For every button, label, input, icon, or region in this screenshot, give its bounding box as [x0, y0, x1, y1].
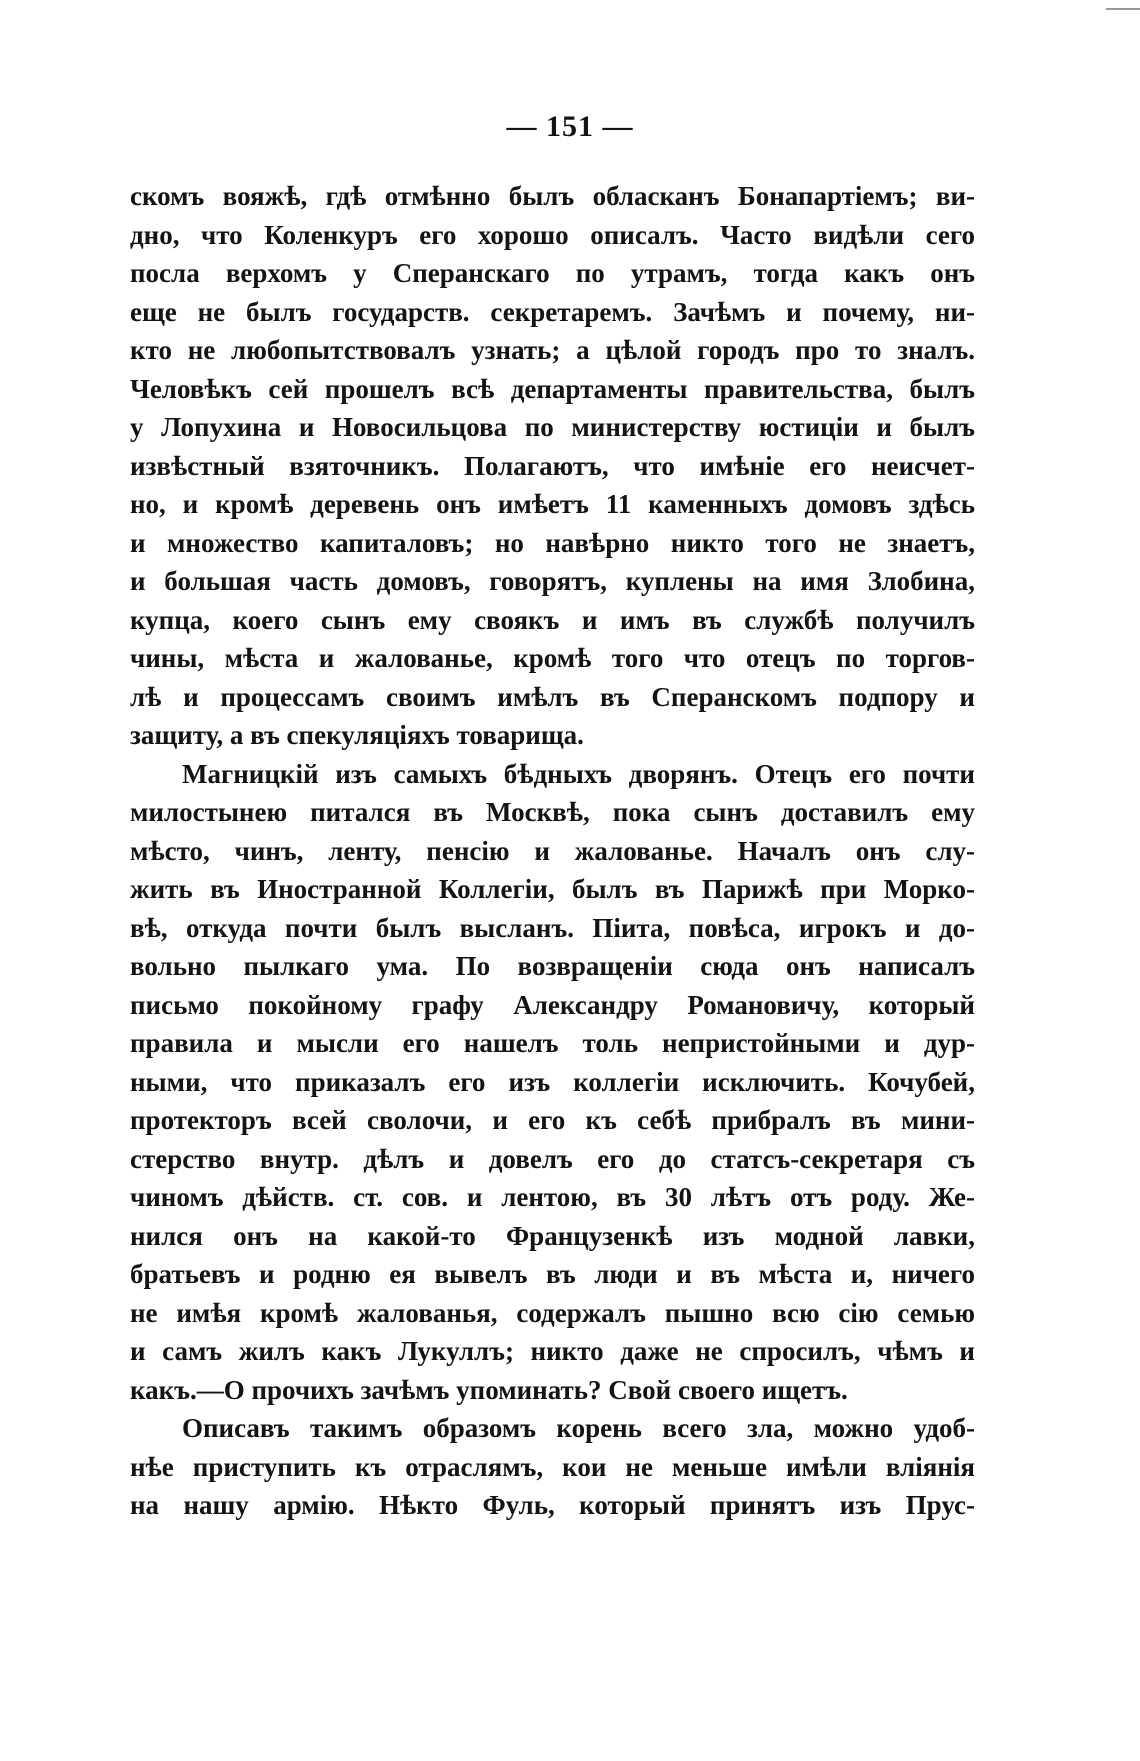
text-line: у Лопухина и Новосильцова по министерству юстиціи и былъ: [130, 412, 975, 442]
text-line: но, и кромѣ деревень онъ имѣетъ 11 каменныхъ домовъ здѣсь: [130, 489, 975, 519]
text-line: не имѣя кромѣ жалованья, содержалъ пышно всю сію семью: [130, 1297, 975, 1328]
text-line: чиномъ дѣйств. ст. сов. и лентою, въ 30 лѣтъ отъ роду. Же-: [130, 1182, 975, 1212]
text-line: жить въ Иностранной Коллегіи, былъ въ Парижѣ при Морко-: [130, 874, 975, 904]
text-line: на нашу армію. Нѣкто Фуль, который принятъ изъ Прус-: [130, 1490, 975, 1520]
text-line: нился онъ на какой-то Французенкѣ изъ модной лавки,: [130, 1220, 975, 1251]
text-line: защиту, а въ спекуляціяхъ товарища.: [130, 720, 584, 750]
text-line: братьевъ и родню ея вывелъ въ люди и въ мѣста и, ничего: [130, 1259, 975, 1289]
text-line: и большая часть домовъ, говорятъ, куплены на имя Злобина,: [130, 566, 975, 596]
text-line: протекторъ всей сволочи, и его къ себѣ прибралъ въ мини-: [130, 1105, 975, 1135]
text-line: чины, мѣста и жалованье, кромѣ того что отецъ по торгов-: [130, 643, 975, 673]
text-line: и самъ жилъ какъ Лукуллъ; никто даже не спросилъ, чѣмъ и: [130, 1336, 975, 1366]
text-line: Магницкій изъ самыхъ бѣдныхъ дворянъ. Отецъ его почти: [182, 758, 975, 789]
text-line: мѣсто, чинъ, ленту, пенсію и жалованье. Началъ онъ слу-: [130, 835, 975, 866]
paragraph-2: [130, 755, 975, 1410]
text-line: Человѣкъ сей прошелъ всѣ департаменты правительства, былъ: [130, 373, 975, 404]
text-line: еще не былъ государств. секретаремъ. Зачѣмъ и почему, ни-: [130, 296, 975, 327]
text-line: скомъ вояжѣ, гдѣ отмѣнно былъ обласканъ Бонапартіемъ; ви-: [130, 181, 975, 211]
paragraph-3: [130, 1409, 975, 1525]
text-line: правила и мысли его нашелъ толь непристойными и дур-: [130, 1028, 975, 1058]
page-number: — 151 —: [506, 110, 634, 143]
text-line: дно, что Коленкуръ его хорошо описалъ. Часто видѣли сего: [130, 219, 975, 250]
text-line: Описавъ такимъ образомъ корень всего зла, можно удоб-: [182, 1413, 975, 1443]
text-line: письмо покойному графу Александру Романовичу, который: [130, 989, 975, 1020]
body-text: [130, 177, 975, 1525]
text-line: купца, коего сынъ ему своякъ и имъ въ службѣ получилъ: [130, 604, 975, 635]
text-line: вольно пылкаго ума. По возвращеніи сюда онъ написалъ: [130, 951, 975, 981]
text-line: и множество капиталовъ; но навѣрно никто того не знаетъ,: [130, 527, 975, 558]
text-line: лѣ и процессамъ своимъ имѣлъ въ Сперанскомъ подпору и: [130, 681, 975, 712]
text-line: посла верхомъ у Сперанскаго по утрамъ, тогда какъ онъ: [130, 258, 975, 288]
text-line: нѣе приступить къ отраслямъ, кои не меньше имѣли вліянія: [130, 1451, 975, 1482]
text-line: вѣ, откуда почти былъ высланъ. Піита, повѣса, игрокъ и до-: [130, 912, 975, 943]
text-line: какъ.—О прочихъ зачѣмъ упоминать? Свой своего ищетъ.: [130, 1374, 848, 1405]
text-line: кто не любопытствовалъ узнать; а цѣлой городъ про то зналъ.: [130, 335, 975, 365]
paragraph-1: [130, 177, 975, 755]
scan-edge-mark: [1106, 8, 1140, 10]
text-line: извѣстный взяточникъ. Полагаютъ, что имѣніе его неисчет-: [130, 450, 975, 481]
text-line: ными, что приказалъ его изъ коллегіи исключить. Кочубей,: [130, 1066, 975, 1097]
text-line: милостынею питался въ Москвѣ, пока сынъ доставилъ ему: [130, 797, 975, 827]
text-line: стерство внутр. дѣлъ и довелъ его до статсъ-секретаря съ: [130, 1143, 975, 1174]
